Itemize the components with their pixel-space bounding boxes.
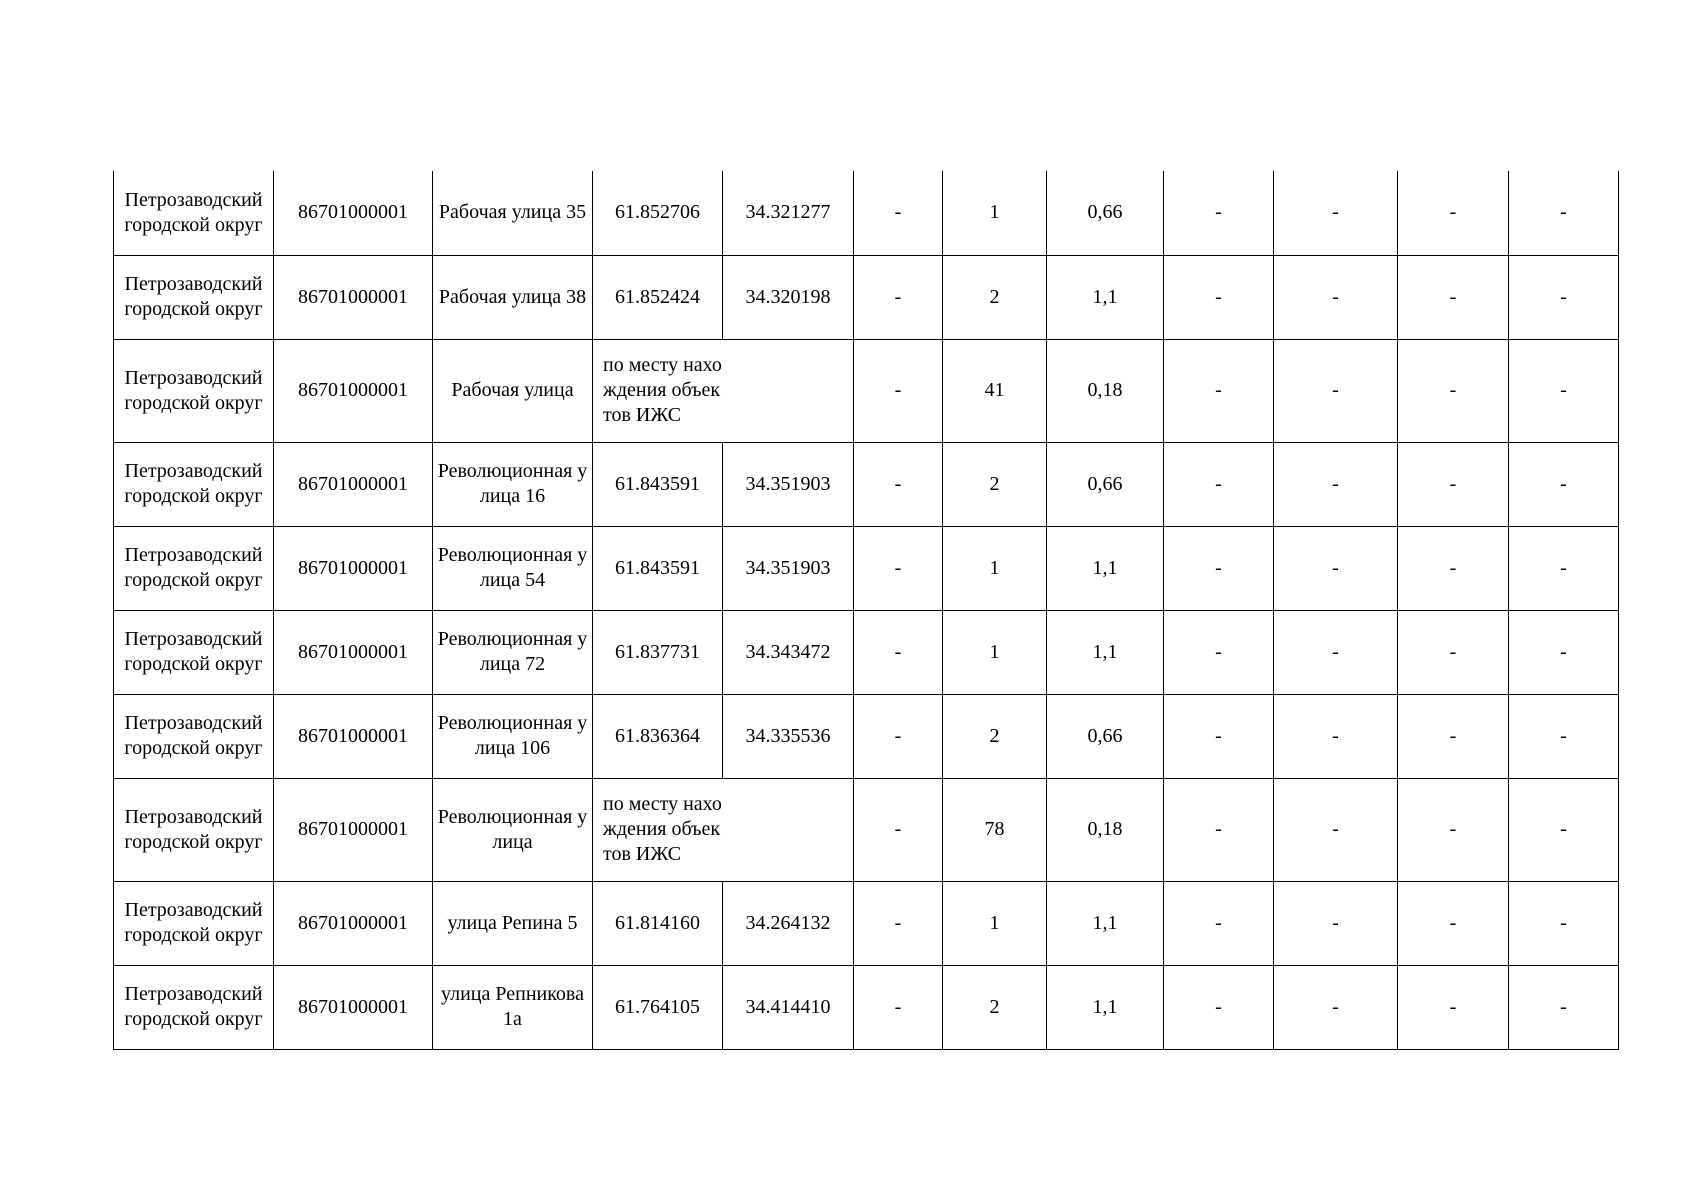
dash-cell: -: [1164, 778, 1274, 881]
location-cell: по месту нахождения объектов ИЖС: [593, 339, 854, 442]
district-cell: Петрозаводский городской округ: [114, 526, 274, 610]
count-cell: 41: [943, 339, 1047, 442]
table-row: [114, 255, 1619, 339]
dash-cell: -: [1398, 171, 1509, 255]
table-row: [114, 526, 1619, 610]
table-row: [114, 171, 1619, 255]
latitude-cell: 61.852706: [593, 171, 723, 255]
volume-cell: 0,66: [1047, 171, 1164, 255]
count-cell: 1: [943, 610, 1047, 694]
dash-cell: -: [1164, 965, 1274, 1049]
dash-cell: -: [854, 694, 943, 778]
dash-cell: -: [1509, 778, 1619, 881]
dash-cell: -: [1274, 255, 1398, 339]
address-cell: Рабочая улица 38: [433, 255, 593, 339]
address-cell: Революционная улица 72: [433, 610, 593, 694]
latitude-cell: 61.814160: [593, 881, 723, 965]
district-cell: Петрозаводский городской округ: [114, 171, 274, 255]
dash-cell: -: [1398, 881, 1509, 965]
oktmo-cell: 86701000001: [274, 442, 433, 526]
count-cell: 1: [943, 526, 1047, 610]
address-cell: Революционная улица: [433, 778, 593, 881]
latitude-cell: 61.836364: [593, 694, 723, 778]
dash-cell: -: [1509, 881, 1619, 965]
district-cell: Петрозаводский городской округ: [114, 610, 274, 694]
longitude-cell: 34.264132: [723, 881, 854, 965]
count-cell: 2: [943, 255, 1047, 339]
dash-cell: -: [1164, 881, 1274, 965]
district-cell: Петрозаводский городской округ: [114, 965, 274, 1049]
address-cell: Революционная улица 16: [433, 442, 593, 526]
oktmo-cell: 86701000001: [274, 339, 433, 442]
volume-cell: 1,1: [1047, 881, 1164, 965]
count-cell: 2: [943, 965, 1047, 1049]
oktmo-cell: 86701000001: [274, 965, 433, 1049]
dash-cell: -: [1509, 694, 1619, 778]
dash-cell: -: [854, 526, 943, 610]
oktmo-cell: 86701000001: [274, 694, 433, 778]
container-sites-table: [113, 171, 1619, 1050]
dash-cell: -: [1398, 778, 1509, 881]
dash-cell: -: [1509, 610, 1619, 694]
volume-cell: 0,66: [1047, 694, 1164, 778]
dash-cell: -: [854, 778, 943, 881]
dash-cell: -: [1274, 694, 1398, 778]
dash-cell: -: [854, 442, 943, 526]
longitude-cell: 34.351903: [723, 442, 854, 526]
dash-cell: -: [1398, 965, 1509, 1049]
dash-cell: -: [1398, 339, 1509, 442]
oktmo-cell: 86701000001: [274, 171, 433, 255]
dash-cell: -: [1509, 255, 1619, 339]
longitude-cell: 34.320198: [723, 255, 854, 339]
address-cell: Рабочая улица: [433, 339, 593, 442]
count-cell: 2: [943, 442, 1047, 526]
longitude-cell: 34.335536: [723, 694, 854, 778]
latitude-cell: 61.764105: [593, 965, 723, 1049]
dash-cell: -: [1274, 965, 1398, 1049]
oktmo-cell: 86701000001: [274, 610, 433, 694]
volume-cell: 0,18: [1047, 339, 1164, 442]
dash-cell: -: [1164, 339, 1274, 442]
longitude-cell: 34.351903: [723, 526, 854, 610]
district-cell: Петрозаводский городской округ: [114, 778, 274, 881]
location-cell: по месту нахождения объектов ИЖС: [593, 778, 854, 881]
oktmo-cell: 86701000001: [274, 526, 433, 610]
dash-cell: -: [854, 610, 943, 694]
dash-cell: -: [1509, 442, 1619, 526]
dash-cell: -: [1274, 171, 1398, 255]
table-row: [114, 965, 1619, 1049]
dash-cell: -: [854, 171, 943, 255]
address-cell: улица Репникова 1а: [433, 965, 593, 1049]
count-cell: 2: [943, 694, 1047, 778]
dash-cell: -: [1398, 610, 1509, 694]
volume-cell: 1,1: [1047, 965, 1164, 1049]
table-row: [114, 694, 1619, 778]
dash-cell: -: [1509, 339, 1619, 442]
dash-cell: -: [1164, 171, 1274, 255]
volume-cell: 1,1: [1047, 255, 1164, 339]
address-cell: Рабочая улица 35: [433, 171, 593, 255]
table-row: [114, 442, 1619, 526]
dash-cell: -: [854, 965, 943, 1049]
dash-cell: -: [1274, 442, 1398, 526]
latitude-cell: 61.843591: [593, 526, 723, 610]
table-row: [114, 610, 1619, 694]
dash-cell: -: [854, 339, 943, 442]
dash-cell: -: [1398, 255, 1509, 339]
dash-cell: -: [1164, 694, 1274, 778]
count-cell: 1: [943, 881, 1047, 965]
district-cell: Петрозаводский городской округ: [114, 694, 274, 778]
dash-cell: -: [1509, 171, 1619, 255]
dash-cell: -: [1509, 526, 1619, 610]
dash-cell: -: [1164, 255, 1274, 339]
longitude-cell: 34.321277: [723, 171, 854, 255]
table-row: [114, 778, 1619, 881]
district-cell: Петрозаводский городской округ: [114, 442, 274, 526]
count-cell: 78: [943, 778, 1047, 881]
dash-cell: -: [1274, 778, 1398, 881]
oktmo-cell: 86701000001: [274, 778, 433, 881]
dash-cell: -: [1398, 442, 1509, 526]
dash-cell: -: [1274, 881, 1398, 965]
dash-cell: -: [1509, 965, 1619, 1049]
longitude-cell: 34.414410: [723, 965, 854, 1049]
latitude-cell: 61.852424: [593, 255, 723, 339]
table-row: [114, 339, 1619, 442]
dash-cell: -: [854, 881, 943, 965]
latitude-cell: 61.837731: [593, 610, 723, 694]
dash-cell: -: [1274, 610, 1398, 694]
dash-cell: -: [1274, 339, 1398, 442]
dash-cell: -: [1274, 526, 1398, 610]
dash-cell: -: [1164, 526, 1274, 610]
volume-cell: 0,66: [1047, 442, 1164, 526]
address-cell: улица Репина 5: [433, 881, 593, 965]
oktmo-cell: 86701000001: [274, 881, 433, 965]
dash-cell: -: [1398, 526, 1509, 610]
volume-cell: 0,18: [1047, 778, 1164, 881]
district-cell: Петрозаводский городской округ: [114, 881, 274, 965]
dash-cell: -: [1164, 610, 1274, 694]
address-cell: Революционная улица 106: [433, 694, 593, 778]
volume-cell: 1,1: [1047, 610, 1164, 694]
oktmo-cell: 86701000001: [274, 255, 433, 339]
table-row: [114, 881, 1619, 965]
latitude-cell: 61.843591: [593, 442, 723, 526]
dash-cell: -: [1164, 442, 1274, 526]
district-cell: Петрозаводский городской округ: [114, 255, 274, 339]
district-cell: Петрозаводский городской округ: [114, 339, 274, 442]
longitude-cell: 34.343472: [723, 610, 854, 694]
address-cell: Революционная улица 54: [433, 526, 593, 610]
dash-cell: -: [854, 255, 943, 339]
volume-cell: 1,1: [1047, 526, 1164, 610]
dash-cell: -: [1398, 694, 1509, 778]
count-cell: 1: [943, 171, 1047, 255]
